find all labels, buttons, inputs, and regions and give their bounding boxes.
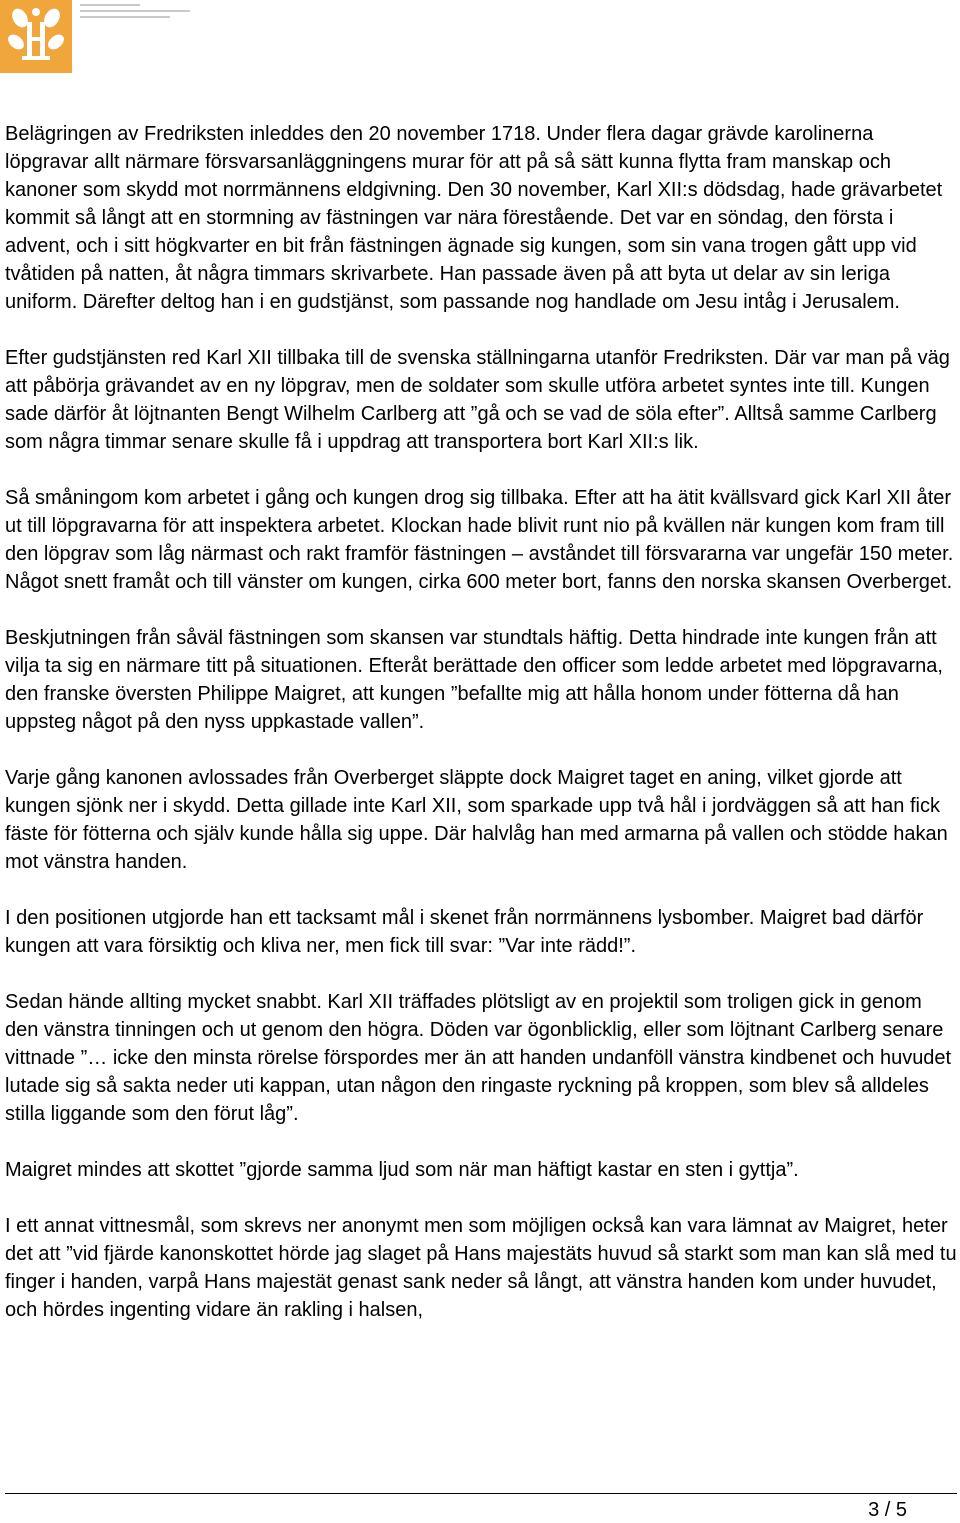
paragraph-2: Efter gudstjänsten red Karl XII tillbaka till de svenska ställningarna utanför Fredriksten. Där var man på väg att påbörja grävandet av en ny löpgrav, men de soldater som skulle utföra arbetet syntes inte till. Kungen sade därför åt löjtnanten Bengt Wilhelm Carlberg att ”gå och se vad de söla efter”. Alltså samme Carlberg som några timmar senare skulle få i uppdrag att transportera bort Karl XII:s lik. <box>5 347 950 453</box>
paragraph-7: Sedan hände allting mycket snabbt. Karl XII träffades plötsligt av en projektil som troligen gick in genom den vänstra tinningen och ut genom den högra. Döden var ögonblicklig, eller som löjtnant Carlberg senare vittnade ”… icke den minsta rörelse förspordes mer än att handen undanföll vänstra kindbenet och huvudet lutade sig så sakta neder uti kappan, utan någon den ringaste ryckning på kroppen, som blev så alldeles stilla liggande som den förut låg”. <box>5 991 952 1125</box>
paragraph-1: Belägringen av Fredriksten inleddes den 20 november 1718. Under flera dagar grävde karolinerna löpgravar allt närmare försvarsanläggningens murar för att på så sätt kunna flytta fram manskap och kanoner som skydd mot norrmännens eldgivning. Den 30 november, Karl XII:s dödsdag, hade grävarbetet kommit så långt att en stormning av fästningen var nära förestående. Det var en söndag, den första i advent, och i sitt högkvarter en bit från fästningen ägnade sig kungen, som sin vana trogen gått upp vid tvåtiden på natten, åt några timmars skrivarbete. Han passade även på att byta ut delar av sin leriga uniform. Därefter deltog han i en gudstjänst, som passande nog handlade om Jesu intåg i Jerusalem. <box>5 123 943 313</box>
paragraph-8: Maigret mindes att skottet ”gjorde samma ljud som när man häftigt kastar en sten i gyttja”. <box>5 1159 799 1181</box>
paragraph-5: Varje gång kanonen avlossades från Overberget släppte dock Maigret taget en aning, vilket gjorde att kungen sjönk ner i skydd. Detta gillade inte Karl XII, som sparkade upp två hål i jordväggen så att han fick fäste för fötterna och själv kunde hålla sig uppe. Där halvlåg han med armarna på vallen och stödde hakan mot vänstra handen. <box>5 767 948 873</box>
paragraph-4: Beskjutningen från såväl fästningen som skansen var stundtals häftig. Detta hindrade inte kungen från att vilja ta sig en närmare titt på situationen. Efteråt berättade den officer som ledde arbetet med löpgravarna, den franske översten Philippe Maigret, att kungen ”befallte mig att hålla honom under fötterna då han uppsteg något på den nyss uppkastade vallen”. <box>5 627 943 733</box>
monogram-logo-icon <box>0 0 72 73</box>
paragraph-6: I den positionen utgjorde han ett tacksamt mål i skenet från norrmännens lysbomber. Maigret bad därför kungen att vara försiktig och kliva ner, men fick till svar: ”Var inte rädd!”. <box>5 907 924 957</box>
footer-divider <box>5 1493 957 1494</box>
paragraph-9: I ett annat vittnesmål, som skrevs ner anonymt men som möjligen också kan vara lämnat av Maigret, heter det att ”vid fjärde kanonskottet hörde jag slaget på Hans majestäts huvud så starkt som man kan slå med tu finger i handen, varpå Hans majestät genast sank neder så långt, att vänstra handen kom under huvudet, och hördes ingenting vidare än rakling i halsen, <box>5 1215 957 1321</box>
page-number: 3 / 5 <box>868 1499 907 1521</box>
logo-caption-lines <box>80 4 200 22</box>
article-body <box>5 120 957 1352</box>
paragraph-3: Så småningom kom arbetet i gång och kungen drog sig tillbaka. Efter att ha ätit kvällsvard gick Karl XII åter ut till löpgravarna för att inspektera arbetet. Klockan hade blivit runt nio på kvällen när kungen kom fram till den löpgrav som låg närmast och rakt framför fästningen – avståndet till försvararna var ungefär 150 meter. Något snett framåt och till vänster om kungen, cirka 600 meter bort, fanns den norska skansen Overberget. <box>5 487 954 593</box>
